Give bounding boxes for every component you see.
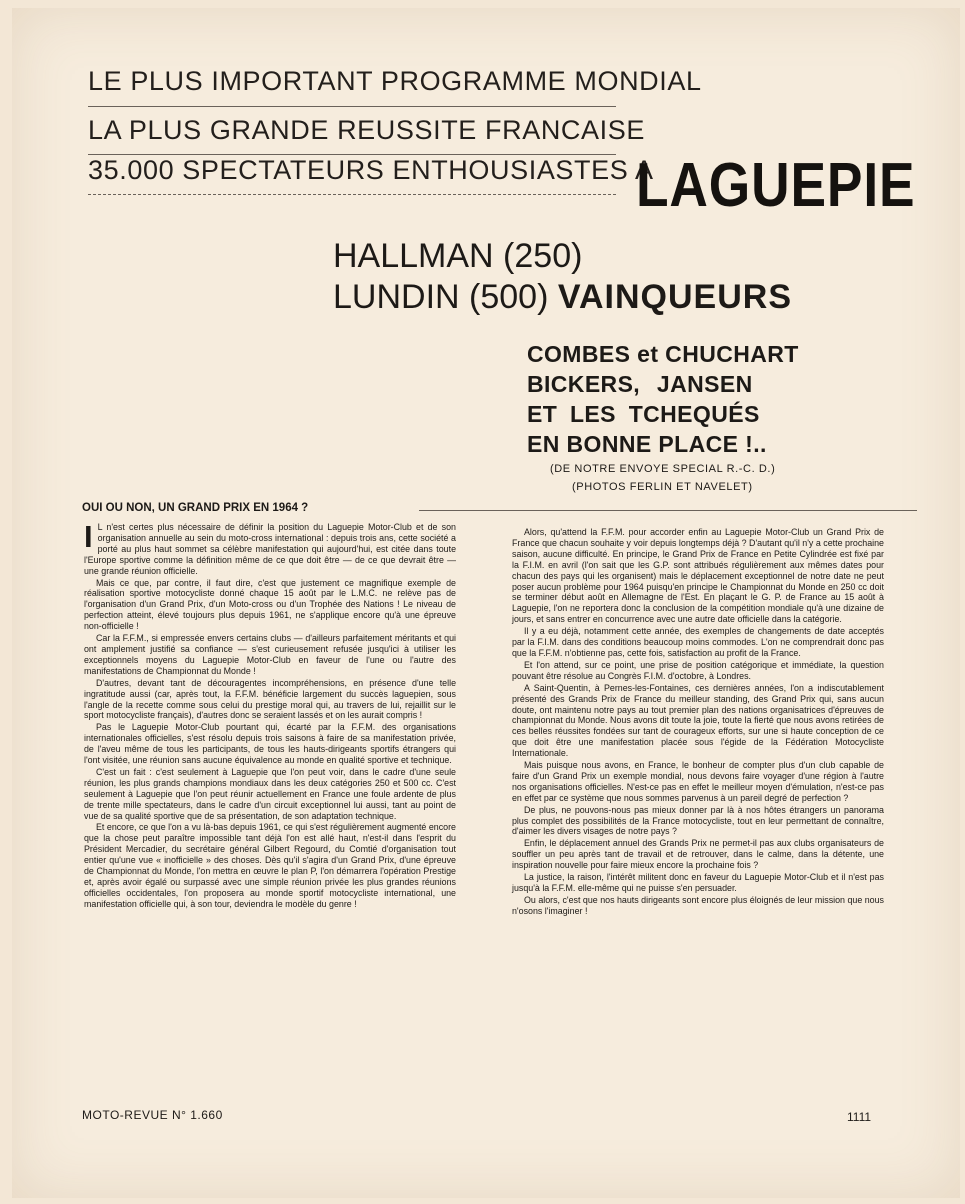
headline-rule-1 <box>88 106 616 107</box>
paragraph: Ou alors, c'est que nos hauts dirigeants sont encore plus éloignés de leur mission que nous n'osons l'imaginer ! <box>512 894 884 916</box>
headline-line-2: LA PLUS GRANDE REUSSITE FRANCAISE <box>88 115 645 145</box>
headline-line-3: 35.000 SPECTATEURS ENTHOUSIASTES A <box>88 155 654 185</box>
paragraph: D'autres, devant tant de découragentes incompréhensions, en présence d'une telle ingratitude aussi (car, après tout, la F.F.M. bénéficie largement du succès laguepien, sous l'angle de la recette comme sous celui du prestige moral qui, au travers de lui, rejaillit sur le sport motocycliste français), d'autres donc se seraient lassés et on les aurait compris ! <box>84 677 456 721</box>
article-column-left <box>84 519 456 911</box>
paragraph: Alors, qu'attend la F.F.M. pour accorder enfin au Laguepie Motor-Club un Grand Prix de France que chacun souhaite y voir depuis longtemps déjà ? D'autant qu'il n'y a cette prochaine saison, aucune difficulté. En principe, le Grand Prix de France en Petite Cylindrée est fixé par la F.I.M. en avril (l'on sait que les G.P. sont attribués régulièrement aux mêmes dates pour chacun des pays qui les organisent) mais le déplacement exceptionnel de notre date ne peut poser aucun problème pour 1964 puisqu'en principe le Championnat du Monde en 250 cc doit se terminer début août en Allemagne de l'Est. En plaçant le G. P. de France au 15 août à Laguepie, l'on ne reportera donc la conclusion de la compétition mondiale qu'à une dizaine de jours, et sans entrer en concurrence avec une autre date officielle dans la catégorie. <box>512 527 884 625</box>
winner-500: LUNDIN (500) <box>333 278 549 316</box>
paragraph: Pas le Laguepie Motor-Club pourtant qui, écarté par la F.F.M. des organisations internationales officielles, s'est résolu depuis trois saisons à faire de sa manifestation privée, de l'aveu même de tous les participants, de tous les hauts-dirigeants sportifs étrangers qui l'ont visitée, une réunion sans aucune équivalence au monde en qualité sportive et technique. <box>84 722 456 766</box>
paragraph: Il y a eu déjà, notamment cette année, des exemples de changements de date acceptés par la F.I.M. dans des conditions beaucoup moins commodes. L'on ne comprendrait donc pas que la F.F.M. n'obtienne pas, cette fois, satisfaction au profit de la France. <box>512 626 884 658</box>
drop-cap: I <box>84 519 93 554</box>
magazine-issue: MOTO-REVUE N° 1.660 <box>82 1108 223 1122</box>
author-credit: (DE NOTRE ENVOYE SPECIAL R.-C. D.) <box>550 463 776 475</box>
paragraph: Mais ce que, par contre, il faut dire, c'est que justement ce magnifique exemple de réalisation sportive motocycliste donné chaque 15 août par le L.M.C. ne relève pas de l'organisation d'un Grand Prix, d'un Moto-cross ou d'un Trophée des Nations ! Le niveau de perfection atteint, élevé toujours plus depuis 1961, ne s'applique encore qu'à une épreuve non-officielle ! <box>84 577 456 632</box>
paragraph: C'est un fait : c'est seulement à Laguepie que l'on peut voir, dans le cadre d'une seule réunion, les plus grands champions mondiaux dans les deux catégories 250 et 500 cc. C'est seulement à Laguepie que l'on peut réunir actuellement en France une foule ardente de plus de trente mille spectateurs, dans le cadre d'un circuit exceptionnel lui aussi, tant au point de vue de sa qualité sportive que de sa présentation, de son adaptation technique. <box>84 766 456 821</box>
headline-line-1: LE PLUS IMPORTANT PROGRAMME MONDIAL <box>88 66 702 96</box>
photo-credit: (PHOTOS FERLIN ET NAVELET) <box>572 481 753 493</box>
winner-250: HALLMAN (250) <box>333 237 583 275</box>
subhead-4: EN BONNE PLACE !.. <box>527 431 767 457</box>
subhead-3: ET LES TCHEQUÉS <box>527 401 760 427</box>
article-column-right <box>512 527 884 918</box>
section-rule <box>419 510 917 511</box>
paragraph: A Saint-Quentin, à Pernes-les-Fontaines, ces dernières années, l'on a indiscutablement présenté des Grands Prix de France du meilleur standing, des Grand Prix qui, sans aucun doute, ont maintenu notre pays au tout premier plan des nations organisatrices d'épreuves de championnat du Monde. Nous avons dit toute la joie, toute la fierté que nous avons retirées de ces belles réussites fondées sur tant de courageux efforts, sur une si haute conception de ce que doit être une manifestation placée sous l'égide de la Fédération Motocycliste Internationale. <box>512 682 884 759</box>
paragraph: Car la F.F.M., si empressée envers certains clubs — d'ailleurs parfaitement méritants et qui ont amplement justifié sa confiance — s'est curieusement refusée jusqu'ici à utiliser les exceptionnels moyens du Laguepie Motor-Club en faveur de l'une ou l'autre des manifestations de Championnat du Monde ! <box>84 633 456 676</box>
winner-500-line <box>333 278 792 317</box>
winners-word: VAINQUEURS <box>557 278 793 316</box>
paragraph: La justice, la raison, l'intérêt militent donc en faveur du Laguepie Motor-Club et il n'est pas jusqu'à la F.F.M. elle-même qui ne puisse s'en persuader. <box>512 872 884 893</box>
page-number: 1111 <box>847 1110 872 1124</box>
place-name: LAGUEPIE <box>636 151 916 220</box>
paragraph: Et l'on attend, sur ce point, une prise de position catégorique et immédiate, la question pouvant être résolue au Congrès F.I.M. d'octobre, à Londres. <box>512 659 884 681</box>
paragraph: Mais puisque nous avons, en France, le bonheur de compter plus d'un club capable de faire d'un Grand Prix un exemple mondial, nous devons faire voyager d'une région à l'autre nos organisations officielles. N'est-ce pas en effet le meilleur moyen d'émulation, n'est-ce pas en effet par ce système que nous sommes parvenus à un pareil degré de perfection ? <box>512 760 884 803</box>
section-title: OUI OU NON, UN GRAND PRIX EN 1964 ? <box>82 502 309 514</box>
paragraph: I L n'est certes plus nécessaire de définir la position du Laguepie Motor-Club et de son organisation annuelle au sein du moto-cross international : depuis trois ans, cette société a porté au plus haut sommet sa célèbre manifestation qui aujourd'hui, est citée dans toute l'Europe sportive comme la définition même de ce que doit être — de ce que devrait être — une grande réunion officielle. <box>84 519 456 576</box>
paragraph: De plus, ne pouvons-nous pas mieux donner par là à nos hôtes étrangers un panorama plus complet des possibilités de la France motocycliste, tout en leur permettant de connaître, d'aimer les divers visages de notre pays ? <box>512 804 884 837</box>
subhead-2: BICKERS, JANSEN <box>527 371 753 397</box>
subhead-1: COMBES et CHUCHART <box>527 341 799 367</box>
paragraph: Et encore, ce que l'on a vu là-bas depuis 1961, ce qui s'est régulièrement augmenté encore que la chose peut paraître impossible tant déjà l'on est allé haut, n'est-il dans l'esprit du Président Mercadier, du secrétaire général Gilbert Regourd, du Comtié d'organisation tout entier qu'une vue « inofficielle » des choses. Dès qu'il s'agira d'un Grand Prix, d'une épreuve de Championnat du Monde, l'on mettra en œuvre le plan P, l'on démarrera l'opération Prestige et, après avoir égalé ou surpassé avec une simple réunion privée les plus grandes réunions officielles occidentales, l'on proposera au monde sportif motocycliste international, une manifestation officielle qui, à son tour, deviendra le modèle du genre ! <box>84 822 456 909</box>
headline-rule-3 <box>88 194 616 195</box>
paragraph: Enfin, le déplacement annuel des Grands Prix ne permet-il pas aux clubs organisateurs de souffler un peu après tant de travail et de retrouver, dans le calme, dans la détente, une inspiration nouvelle pour faire mieux encore la prochaine fois ? <box>512 838 884 871</box>
